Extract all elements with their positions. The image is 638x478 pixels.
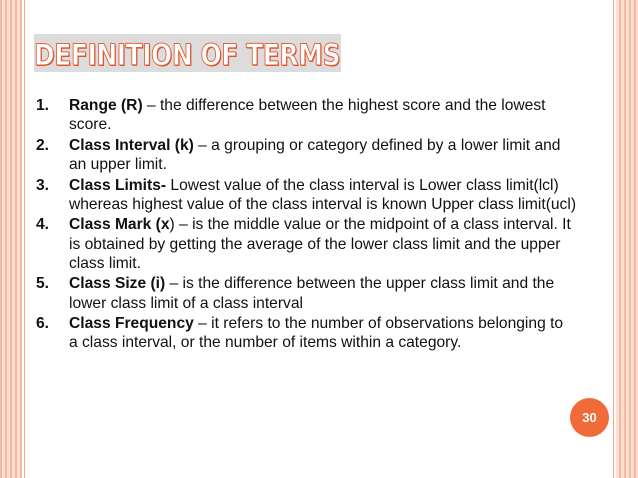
right-border-line: [613, 0, 614, 478]
terms-list: [36, 96, 576, 354]
term-item: [36, 176, 576, 214]
term-number: 3.: [36, 176, 50, 194]
term-name: Class Frequency: [69, 315, 194, 333]
term-name: Class Interval (k): [69, 136, 194, 154]
left-decorative-border: [0, 0, 22, 478]
right-decorative-border: [616, 0, 638, 478]
term-item: [36, 314, 576, 352]
term-number: 2.: [36, 136, 50, 154]
left-border-line: [24, 0, 25, 478]
term-name: Class Size (i): [69, 275, 166, 293]
term-item: [36, 274, 576, 312]
term-definition: Lowest value of the class interval is Lower class limit(lcl) whereas highest value of the class interval is known Upper class limit(ucl): [69, 176, 577, 213]
term-definition: ) – is the middle value or the midpoint of a class interval. It is obtained by getting the average of the lower class limit and the upper class limit.: [69, 216, 571, 272]
term-number: 4.: [36, 216, 50, 234]
title-banner: [34, 34, 341, 72]
term-name: Class Mark (x: [69, 216, 170, 234]
term-number: 6.: [36, 315, 50, 333]
page-number-badge: 30: [570, 398, 609, 437]
term-definition: – the difference between the highest score and the lowest score.: [69, 97, 546, 134]
term-item: [36, 136, 576, 174]
term-definition: – it refers to the number of observations belonging to a class interval, or the number of items within a category.: [69, 315, 564, 352]
term-name: Range (R): [69, 97, 143, 114]
term-item: [36, 215, 576, 273]
term-number: 5.: [36, 275, 50, 293]
slide-title: DEFINITION OF TERMS: [34, 38, 341, 72]
term-item: [36, 96, 576, 134]
term-definition: – is the difference between the upper class limit and the lower class limit of a class interval: [69, 275, 555, 312]
term-name: Class Limits-: [69, 176, 167, 194]
term-definition: – a grouping or category defined by a lower limit and an upper limit.: [69, 136, 561, 173]
term-number: 1.: [36, 97, 50, 114]
